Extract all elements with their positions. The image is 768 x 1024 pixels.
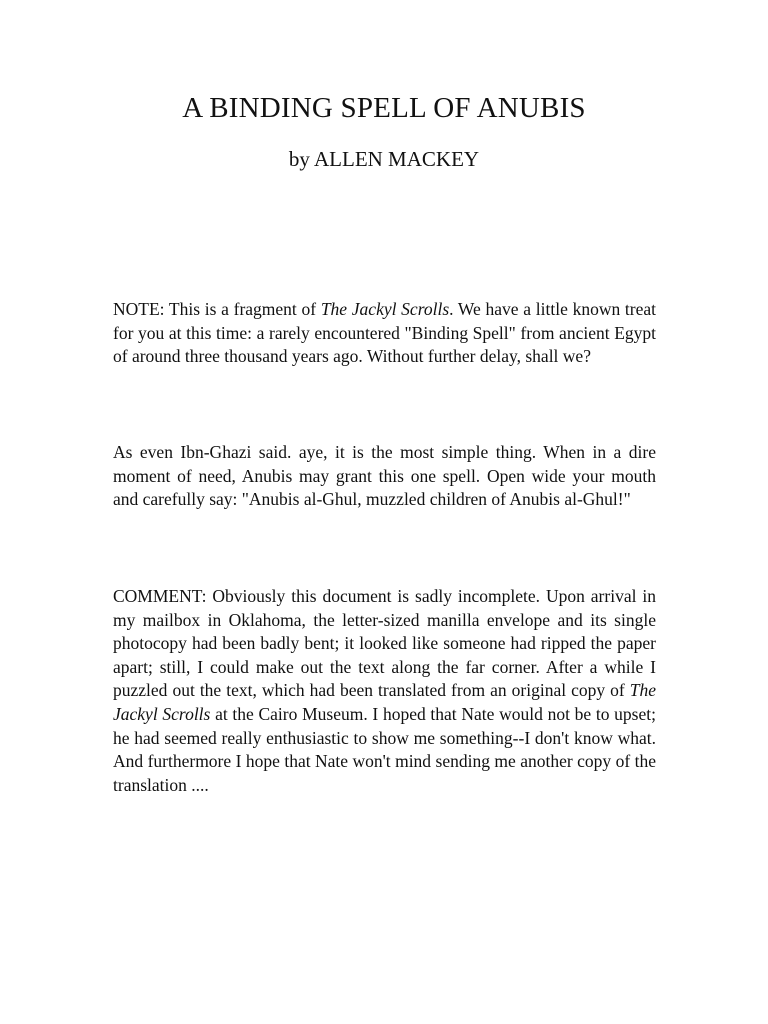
document-title: A BINDING SPELL OF ANUBIS bbox=[182, 92, 586, 124]
note-text-end: . We have a little known treat for you at this time: a rarely encountered "Binding Spell" from ancient Egypt of around three thousand years ago. Without further delay, shall we? bbox=[113, 299, 657, 367]
comment-book-title: The Jackyl Scrolls bbox=[113, 680, 656, 724]
note-text-start: NOTE: This is a fragment of bbox=[113, 299, 321, 319]
comment-paragraph bbox=[113, 585, 656, 797]
comment-text-end: at the Cairo Museum. I hoped that Nate would not be to upset; he had seemed really enthusiastic to show me something--I don't know what. And furthermore I hope that Nate won't mind sending me another copy of the translation .... bbox=[113, 703, 656, 795]
spell-paragraph: As even Ibn-Ghazi said. aye, it is the most simple thing. When in a dire moment of need, Anubis may grant this one spell. Open wide your mouth and carefully say: "Anubis al-Ghul, muzzled children of Anubis al-Ghul!" bbox=[113, 442, 656, 510]
note-book-title: The Jackyl Scrolls bbox=[320, 299, 450, 319]
document-byline: by ALLEN MACKEY bbox=[288, 147, 480, 171]
comment-text-start: COMMENT: Obviously this document is sadly incomplete. Upon arrival in my mailbox in Oklahoma, the letter-sized manilla envelope and its single photocopy had been badly bent; it looked like someone had ripped the paper apart; still, I could make out the text along the far corner. After a while I puzzled out the text, which had been translated from an original copy of bbox=[113, 586, 656, 701]
note-paragraph bbox=[113, 298, 656, 369]
